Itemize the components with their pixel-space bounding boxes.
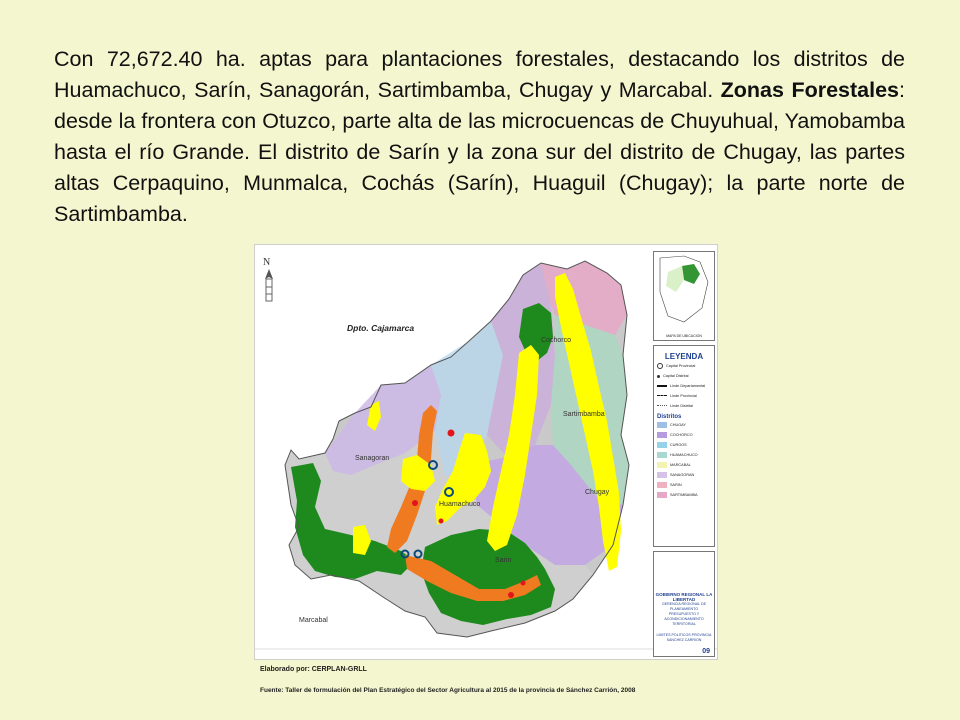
location-inset-map [653, 251, 715, 341]
inset-graphic [654, 252, 714, 332]
legend-district-label: COCHORCO [670, 433, 693, 437]
svg-text:N: N [263, 257, 271, 268]
titleblock-sub1: GERENCIA REGIONAL DE PLANEAMIENTO [661, 602, 706, 611]
map-titleblock [653, 551, 715, 657]
titleblock-org: GOBIERNO REGIONAL LA LIBERTAD [655, 592, 713, 602]
legend-swatch [657, 452, 667, 458]
legend-item: Linde Provincial [654, 391, 714, 401]
legend-swatch [657, 472, 667, 478]
inset-caption: MAPA DE UBICACION [666, 334, 702, 338]
legend-swatch [657, 462, 667, 468]
map-legend [653, 345, 715, 547]
legend-district-item [654, 490, 714, 500]
place-label: Sarin [495, 557, 512, 564]
place-label: Sanagoran [355, 455, 390, 462]
legend-title: LEYENDA [664, 352, 704, 361]
legend-district-list [654, 420, 714, 500]
legend-district-label: HUAMACHUCO [670, 453, 698, 457]
titleblock-sheet: 09 [702, 648, 710, 655]
place-label: Huamachuco [439, 501, 481, 508]
region-label: Dpto. Cajamarca [347, 323, 415, 333]
paragraph-intro: Con 72,672.40 ha. aptas para plantaciones forestales, destacando los distritos de Huamachuco, Sarín, Sanagorán, Sartimbamba, Chugay y Marcabal. [54, 47, 905, 102]
legend-swatch [657, 442, 667, 448]
map-graphic [255, 245, 717, 659]
place-label: Sartimbamba [563, 411, 605, 418]
map-credit: Elaborado por: CERPLAN-GRLL [260, 666, 367, 673]
legend-district-item [654, 450, 714, 460]
legend-item: Linde Distrital [654, 401, 714, 411]
paragraph-bold-term: Zonas Forestales [720, 78, 900, 102]
north-arrow-icon [261, 255, 277, 307]
place-label: Chugay [585, 489, 610, 496]
legend-item: Linde Departamental [654, 381, 714, 391]
forestry-zones-map [254, 244, 718, 660]
legend-item: Capital Provincial [654, 361, 714, 371]
legend-district-label: CURGOS [670, 443, 687, 447]
legend-swatch [657, 432, 667, 438]
legend-district-label: MARCABAL [670, 463, 691, 467]
legend-district-item [654, 430, 714, 440]
body-paragraph [54, 44, 905, 230]
legend-district-label: CHUGAY [670, 423, 686, 427]
legend-swatch [657, 492, 667, 498]
place-label: Cochorco [541, 337, 571, 344]
place-label: Marcabal [299, 617, 328, 624]
titleblock-sub2: PRESUPUESTO Y ACONDICIONAMIENTO TERRITORIAL [664, 612, 704, 626]
legend-district-item [654, 480, 714, 490]
legend-district-item [654, 440, 714, 450]
legend-district-label: SARIN [670, 483, 682, 487]
map-source: Fuente: Taller de formulación del Plan Estratégico del Sector Agricultura al 2015 de la provincia de Sánchez Carrión, 2008 [260, 687, 636, 694]
legend-swatch [657, 422, 667, 428]
legend-item: Capital Distrital [654, 371, 714, 381]
paragraph-detail: : desde la frontera con Otuzco, parte alta de las microcuencas de Chuyuhual, Yamobamba hasta el río Grande. El distrito de Sarín y la zona sur del distrito de Chugay, las partes altas Cerpaquino, Munmalca, Cochás (Sarín), Huaguil (Chugay); la parte norte de Sartimbamba. [54, 78, 905, 226]
legend-district-label: SANAGORAN [670, 473, 695, 477]
legend-district-label: SARTIMBAMBA [670, 493, 698, 497]
titleblock-map-title: LIMITES POLITICOS PROVINCIA SANCHEZ CARRION [656, 633, 712, 642]
legend-swatch [657, 482, 667, 488]
legend-district-item [654, 420, 714, 430]
legend-districts-title: Distritos [657, 414, 682, 420]
legend-district-item [654, 470, 714, 480]
legend-district-item [654, 460, 714, 470]
